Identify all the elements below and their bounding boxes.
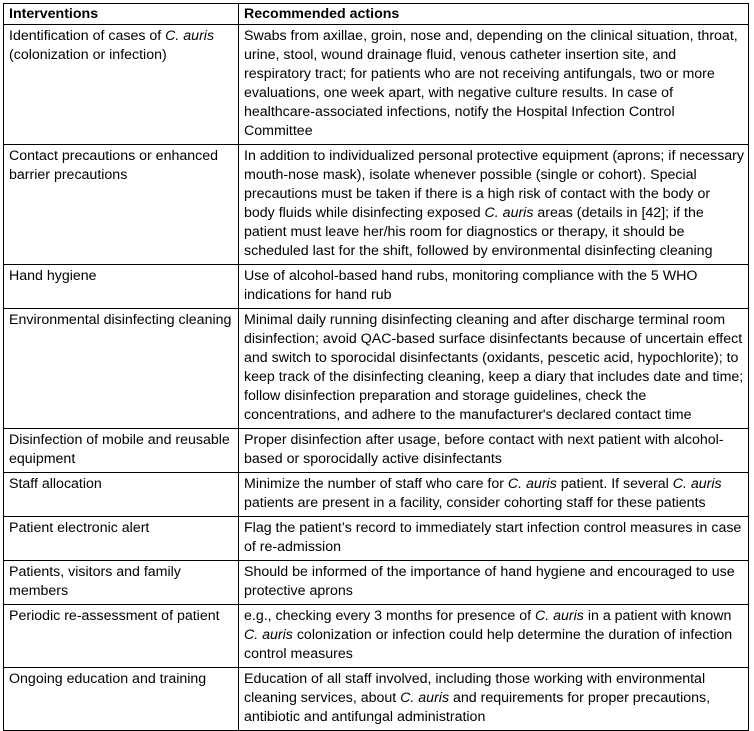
intervention-cell [4, 561, 239, 605]
species-name-text: C. auris [165, 28, 215, 44]
intervention-cell [4, 265, 239, 309]
recommended-action-cell [239, 309, 749, 429]
recommended-action-cell [239, 473, 749, 517]
cell-text: In addition to individualized personal protective equipment (aprons; if necessary mouth-nose mask), isolate whenever possible (single or cohort). Special precautions must be taken if there is a high risk of contact with the body or body fluids while disinfecting exposed [244, 148, 745, 221]
cell-text: Contact precautions or enhanced barrier precautions [9, 148, 219, 183]
recommended-action-cell [239, 429, 749, 473]
cell-text: (colonization or infection) [9, 47, 167, 63]
cell-text: Hand hygiene [9, 268, 97, 284]
interventions-table-container [3, 3, 749, 731]
recommended-action-cell [239, 145, 749, 265]
interventions-table [3, 3, 749, 731]
cell-text: patients are present in a facility, consider cohorting staff for these patients [244, 495, 706, 511]
table-row [4, 429, 749, 473]
intervention-cell [4, 473, 239, 517]
intervention-cell [4, 309, 239, 429]
table-row [4, 25, 749, 145]
cell-text: Flag the patient’s record to immediately start infection control measures in case of re-admission [244, 520, 742, 555]
table-row [4, 668, 749, 731]
table-header-row [4, 4, 749, 25]
table-row [4, 473, 749, 517]
cell-text: patient. If several [556, 476, 673, 492]
table-row [4, 309, 749, 429]
cell-text: Patients, visitors and family members [9, 564, 181, 599]
cell-text: Environmental disinfecting cleaning [9, 312, 232, 328]
intervention-cell [4, 605, 239, 668]
recommended-action-cell [239, 265, 749, 309]
species-name-text: C. auris [244, 627, 293, 643]
species-name-text: C. auris [400, 690, 450, 706]
header-recommended-actions: Recommended actions [239, 4, 749, 25]
table-row [4, 145, 749, 265]
recommended-action-cell [239, 25, 749, 145]
cell-text: Minimize the number of staff who care for [244, 476, 508, 492]
cell-text: Swabs from axillae, groin, nose and, depending on the clinical situation, throat, urine, stool, wound drainage fluid, venous catheter insertion site, and respiratory tract; for patients who are not receiving antifungals, two or more evaluations, one week apart, with negative culture results. In case of healthcare-associated infections, notify the Hospital Infection Control Committee [244, 28, 738, 139]
cell-text: Minimal daily running disinfecting cleaning and after discharge terminal room disinfection; avoid QAC-based surface disinfectants because of uncertain effect and switch to sporocidal disinfectants (oxidants, pescetic acid, hypochlorite); to keep track of the disinfecting cleaning, keep a diary that includes date and time; follow disinfection preparation and storage guidelines, check the concentrations, and adhere to the manufacturer's declared contact time [244, 312, 744, 423]
cell-text: colonization or infection could help determine the duration of infection control measures [244, 627, 733, 662]
intervention-cell [4, 668, 239, 731]
cell-text: Proper disinfection after usage, before contact with next patient with alcohol-based or sporocidally active disinfectants [244, 432, 724, 467]
cell-text: Periodic re-assessment of patient [9, 608, 220, 624]
species-name-text: C. auris [535, 608, 584, 624]
cell-text: and requirements for proper precautions, antibiotic and antifungal administration [244, 690, 711, 725]
recommended-action-cell [239, 561, 749, 605]
cell-text: Use of alcohol-based hand rubs, monitoring compliance with the 5 WHO indications for hand rub [244, 268, 698, 303]
table-body [4, 25, 749, 731]
cell-text: Education of all staff involved, including those working with environmental cleaning services, about [244, 671, 706, 706]
table-row [4, 265, 749, 309]
species-name-text: C. auris [507, 476, 557, 492]
cell-text: Staff allocation [9, 476, 102, 492]
intervention-cell [4, 25, 239, 145]
cell-text: Patient electronic alert [9, 520, 150, 536]
species-name-text: C. auris [672, 476, 722, 492]
cell-text: Should be informed of the importance of hand hygiene and encouraged to use protective aprons [244, 564, 735, 599]
cell-text: areas (details in [42]; if the patient must leave her/his room for diagnostics or therapy, it should be scheduled last for the shift, followed by environmental disinfecting cleaning [244, 205, 713, 259]
recommended-action-cell [239, 517, 749, 561]
header-interventions: Interventions [4, 4, 239, 25]
intervention-cell [4, 517, 239, 561]
cell-text: Ongoing education and training [9, 671, 207, 687]
species-name-text: C. auris [484, 205, 534, 221]
recommended-action-cell [239, 605, 749, 668]
intervention-cell [4, 429, 239, 473]
cell-text: Identification of cases of [9, 28, 166, 44]
intervention-cell [4, 145, 239, 265]
table-row [4, 605, 749, 668]
table-row [4, 517, 749, 561]
cell-text: Disinfection of mobile and reusable equipment [9, 432, 230, 467]
cell-text: e.g., checking every 3 months for presence of [244, 608, 535, 624]
recommended-action-cell [239, 668, 749, 731]
cell-text: in a patient with known [583, 608, 732, 624]
table-row [4, 561, 749, 605]
